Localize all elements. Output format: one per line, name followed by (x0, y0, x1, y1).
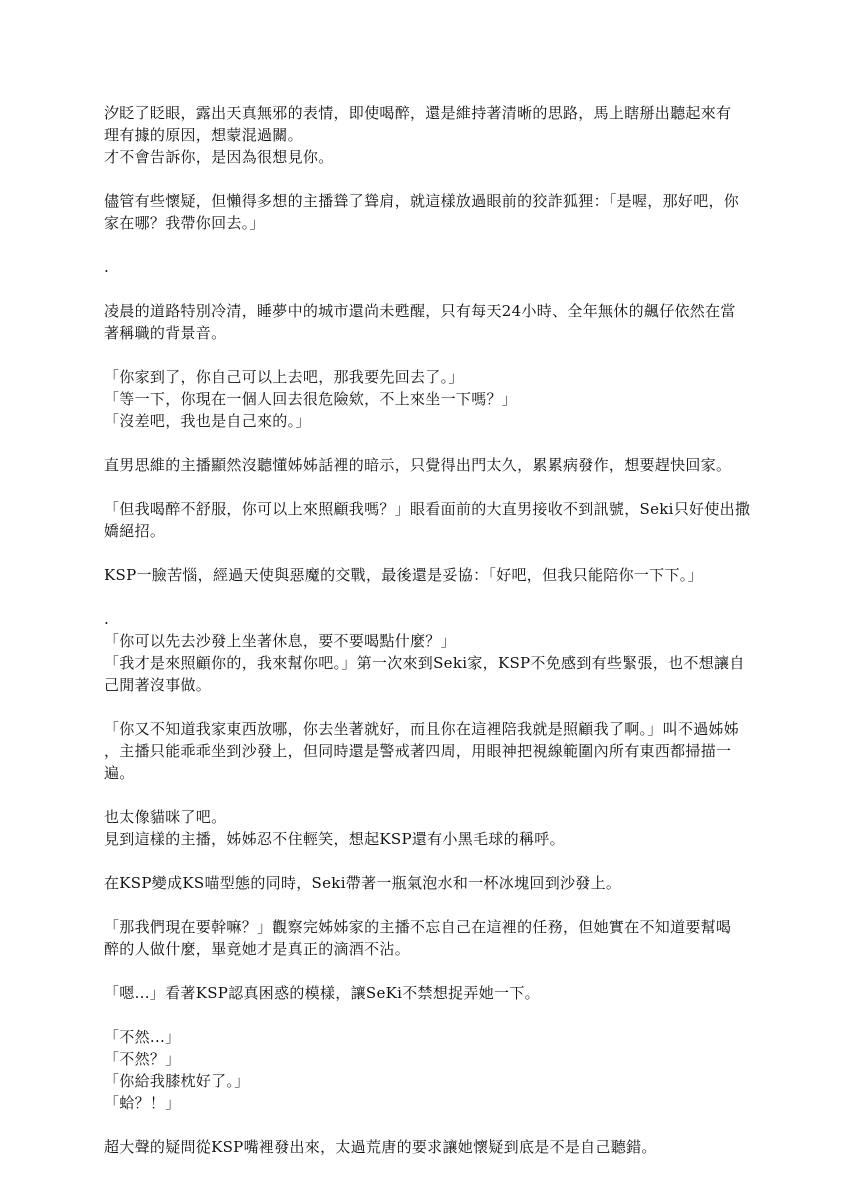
text-line: 才不會告訴你，是因為很想見你。 (104, 148, 334, 166)
text-line: . (104, 258, 110, 276)
text-line: 嬌絕招。 (104, 522, 166, 540)
text-line: 著稱職的背景音。 (104, 324, 227, 342)
text-line: 遍。 (104, 764, 135, 782)
paragraph (104, 982, 754, 1004)
paragraph (104, 872, 754, 894)
paragraph (104, 256, 754, 278)
paragraph (104, 916, 754, 960)
text-line: 理有據的原因，想蒙混過關。 (104, 126, 303, 144)
text-line: 見到這樣的主播，姊姊忍不住輕笑，想起KSP還有小黑毛球的稱呼。 (104, 830, 565, 848)
text-line: 「不然？」 (104, 1050, 181, 1068)
text-line: 「你家到了，你自己可以上去吧，那我要先回去了。」 (104, 368, 464, 386)
text-line: 「不然...」 (104, 1028, 181, 1046)
paragraph (104, 608, 754, 696)
text-line: 超大聲的疑問從KSP嘴裡發出來，太過荒唐的要求讓她懷疑到底是不是自己聽錯。 (104, 1138, 657, 1156)
text-line: 直男思維的主播顯然沒聽懂姊姊話裡的暗示，只覺得出門太久，累累病發作，想要趕快回家。 (104, 456, 732, 474)
paragraph (104, 498, 754, 542)
paragraph (104, 1026, 754, 1114)
text-line: 醉的人做什麼，畢竟她才是真正的滴酒不沾。 (104, 940, 411, 958)
text-line: 「你可以先去沙發上坐著休息，要不要喝點什麼？」 (104, 632, 456, 650)
paragraph (104, 102, 754, 168)
text-line: 「等一下，你現在一個人回去很危險欸，不上來坐一下嗎？」 (104, 390, 518, 408)
text-line: 「我才是來照顧你的，我來幫你吧。」第一次來到Seki家，KSP不免感到有些緊張，也不想讓自 (104, 654, 745, 672)
paragraph (104, 1136, 754, 1158)
paragraph (104, 300, 754, 344)
text-line: 「你又不知道我家東西放哪，你去坐著就好，而且你在這裡陪我就是照顧我了啊。」叫不過姊姊 (104, 720, 740, 738)
text-line: KSP一臉苦惱，經過天使與惡魔的交戰，最後還是妥協：「好吧，但我只能陪你一下下。」 (104, 566, 703, 584)
document-body (104, 102, 754, 1180)
text-line: 汐眨了眨眼，露出天真無邪的表情，即使喝醉，還是維持著清晰的思路，馬上瞎掰出聽起來有 (104, 104, 732, 122)
paragraph (104, 564, 754, 586)
paragraph (104, 454, 754, 476)
text-line: 家在哪？我帶你回去。」 (104, 214, 265, 232)
paragraph (104, 806, 754, 850)
text-line: 儘管有些懷疑，但懶得多想的主播聳了聳肩，就這樣放過眼前的狡詐狐狸：「是喔，那好吧，你 (104, 192, 740, 210)
paragraph (104, 190, 754, 234)
text-line: ，主播只能乖乖坐到沙發上，但同時還是警戒著四周，用眼神把視線範圍內所有東西都掃描一 (104, 742, 732, 760)
text-line: 「沒差吧，我也是自己來的。」 (104, 412, 311, 430)
text-line: 「你給我膝枕好了。」 (104, 1072, 250, 1090)
text-line: 凌晨的道路特別冷清，睡夢中的城市還尚未甦醒，只有每天24小時、全年無休的飆仔依然在當 (104, 302, 736, 320)
text-line: 「嗯...」看著KSP認真困惑的模樣，讓SeKi不禁想捉弄她一下。 (104, 984, 540, 1002)
text-line: 「蛤？！」 (104, 1094, 181, 1112)
text-line: . (104, 610, 110, 628)
paragraph (104, 718, 754, 784)
text-line: 在KSP變成KS喵型態的同時，Seki帶著一瓶氣泡水和一杯冰塊回到沙發上。 (104, 874, 622, 892)
text-line: 「但我喝醉不舒服，你可以上來照顧我嗎？」眼看面前的大直男接收不到訊號，Seki只好使出撒 (104, 500, 751, 518)
text-line: 也太像貓咪了吧。 (104, 808, 227, 826)
text-line: 己閒著沒事做。 (104, 676, 212, 694)
text-line: 「那我們現在要幹嘛？」觀察完姊姊家的主播不忘自己在這裡的任務，但她實在不知道要幫喝 (104, 918, 732, 936)
paragraph (104, 366, 754, 432)
